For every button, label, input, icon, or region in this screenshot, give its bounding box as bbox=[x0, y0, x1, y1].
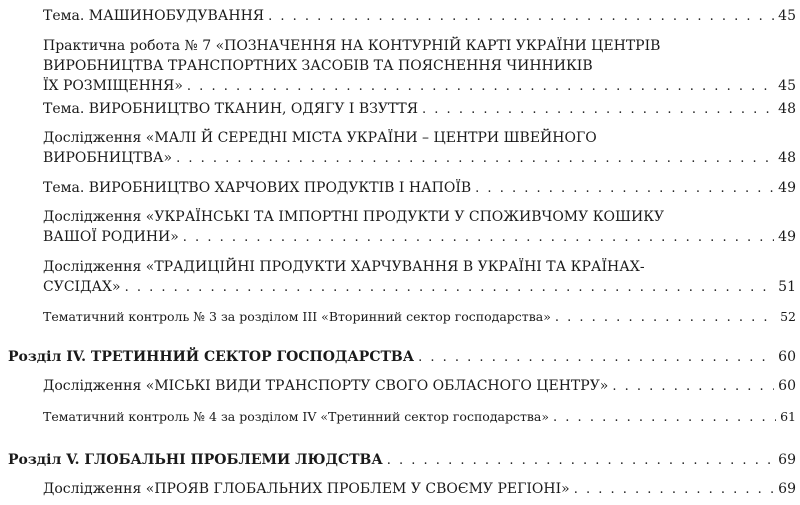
page-number: 69 bbox=[778, 481, 796, 497]
toc-entry-title-line: Тема. МАШИНОБУДУВАННЯ bbox=[43, 8, 265, 24]
toc-entry-title-line: ВИРОБНИЦТВА» bbox=[43, 150, 173, 166]
dot-leader bbox=[183, 229, 774, 246]
toc-entry-title-line: Розділ V. ГЛОБАЛЬНІ ПРОБЛЕМИ ЛЮДСТВА bbox=[8, 452, 383, 468]
dot-leader bbox=[553, 409, 776, 426]
toc-entry-title-line: ВАШОЇ РОДИНИ» bbox=[43, 229, 179, 245]
toc-entry-title-line: Розділ IV. ТРЕТИННИЙ СЕКТОР ГОСПОДАРСТВА bbox=[8, 349, 415, 365]
toc-entry-title-line: Дослідження «ПРОЯВ ГЛОБАЛЬНИХ ПРОБЛЕМ У СВОЄМУ РЕГІОНІ» bbox=[43, 481, 570, 497]
dot-leader bbox=[387, 452, 774, 469]
toc-entry-title-line: Дослідження «УКРАЇНСЬКІ ТА ІМПОРТНІ ПРОДУКТИ У СПОЖИВЧОМУ КОШИКУ bbox=[43, 209, 665, 225]
page-number: 49 bbox=[778, 180, 796, 196]
toc-entry-title-line: Тема. ВИРОБНИЦТВО ХАРЧОВИХ ПРОДУКТІВ І НАПОЇВ bbox=[43, 180, 472, 196]
page-number: 52 bbox=[780, 309, 796, 324]
page-number: 60 bbox=[778, 349, 796, 365]
page-number: 69 bbox=[778, 452, 796, 468]
page-number: 48 bbox=[778, 150, 796, 166]
dot-leader bbox=[187, 78, 774, 95]
toc-entry-title-line: ВИРОБНИЦТВА ТРАНСПОРТНИХ ЗАСОБІВ ТА ПОЯСНЕННЯ ЧИННИКІВ bbox=[43, 58, 593, 74]
toc-entry-title-line: Тематичний контроль № 4 за розділом IV «Третинний сектор господарства» bbox=[43, 409, 550, 424]
page-number: 45 bbox=[778, 78, 796, 94]
toc-entry-title-line: Тема. ВИРОБНИЦТВО ТКАНИН, ОДЯГУ І ВЗУТТЯ bbox=[43, 101, 419, 117]
dot-leader bbox=[574, 481, 774, 498]
toc-entry-title-line: Дослідження «ТРАДИЦІЙНІ ПРОДУКТИ ХАРЧУВАННЯ В УКРАЇНІ ТА КРАЇНАХ- bbox=[43, 259, 645, 275]
toc-entry-title-line: Практична робота № 7 «ПОЗНАЧЕННЯ НА КОНТУРНІЙ КАРТІ УКРАЇНИ ЦЕНТРІВ bbox=[43, 38, 661, 54]
page-number: 45 bbox=[778, 8, 796, 24]
page-number: 61 bbox=[780, 409, 796, 424]
page-number: 60 bbox=[778, 378, 796, 394]
page-number: 48 bbox=[778, 101, 796, 117]
toc-entry-title-line: Тематичний контроль № 3 за розділом ІІІ «Вторинний сектор господарства» bbox=[43, 309, 551, 324]
toc-entry-title-line: Дослідження «МІСЬКІ ВИДИ ТРАНСПОРТУ СВОГО ОБЛАСНОГО ЦЕНТРУ» bbox=[43, 378, 609, 394]
dot-leader bbox=[422, 101, 774, 118]
dot-leader bbox=[555, 309, 776, 326]
toc-entry-title-line: Дослідження «МАЛІ Й СЕРЕДНІ МІСТА УКРАЇНИ – ЦЕНТРИ ШВЕЙНОГО bbox=[43, 130, 597, 146]
dot-leader bbox=[612, 378, 774, 395]
page-number: 49 bbox=[778, 229, 796, 245]
dot-leader bbox=[125, 279, 775, 296]
toc-entry-title-line: СУСІДАХ» bbox=[43, 279, 121, 295]
dot-leader bbox=[418, 349, 774, 366]
toc-entry-title-line: ЇХ РОЗМІЩЕННЯ» bbox=[43, 78, 183, 94]
dot-leader bbox=[176, 150, 774, 167]
page-number: 51 bbox=[778, 279, 796, 295]
dot-leader bbox=[268, 8, 774, 25]
dot-leader bbox=[475, 180, 774, 197]
